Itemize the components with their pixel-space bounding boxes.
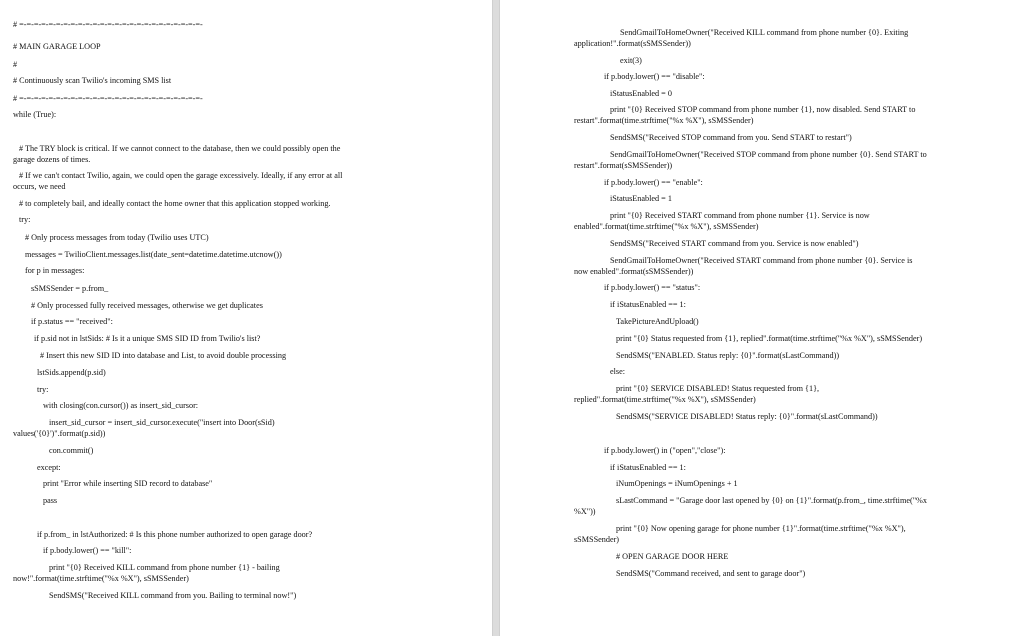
code-line: SendGmailToHomeOwner("Received STOP command from phone number {0}. Send START to bbox=[610, 150, 927, 159]
code-line: if iStatusEnabled == 1: bbox=[610, 463, 686, 472]
code-line: try: bbox=[37, 385, 49, 394]
code-line: while (True): bbox=[13, 110, 57, 119]
code-line: %X")) bbox=[574, 507, 596, 516]
code-line: sSMSSender) bbox=[574, 535, 620, 544]
code-line: SendSMS("Received KILL command from you. Bailing to terminal now!") bbox=[49, 591, 297, 600]
code-line: # Insert this new SID ID into database and List, to avoid double processing bbox=[40, 351, 287, 360]
code-line: if p.sid not in lstSids: # Is it a unique SMS SID ID from Twilio's list? bbox=[34, 334, 261, 343]
code-line: # =-=-=-=-=-=-=-=-=-=-=-=-=-=-=-=-=-=-=-=-=-=-=-=-=- bbox=[13, 94, 203, 103]
code-line: if p.status == "received": bbox=[31, 317, 113, 326]
left-document-page bbox=[0, 0, 492, 636]
code-line: SendGmailToHomeOwner("Received KILL command from phone number {0}. Exiting bbox=[620, 28, 909, 37]
code-line: enabled".format(time.strftime("%x %X"), sSMSSender) bbox=[574, 222, 759, 231]
code-line: # Only processed fully received messages, otherwise we get duplicates bbox=[31, 301, 263, 310]
code-line: exit(3) bbox=[620, 56, 642, 65]
code-line: # If we can't contact Twilio, again, we could open the garage excessively. Ideally, if any error at all bbox=[19, 171, 343, 180]
code-line: for p in messages: bbox=[25, 266, 85, 275]
code-line: replied".format(time.strftime("%x %X"), sSMSSender) bbox=[574, 395, 756, 404]
code-line: if p.body.lower() == "disable": bbox=[604, 72, 705, 81]
code-line: sSMSSender = p.from_ bbox=[31, 284, 109, 293]
code-line: # Only process messages from today (Twilio uses UTC) bbox=[25, 233, 209, 242]
code-line: # OPEN GARAGE DOOR HERE bbox=[616, 552, 729, 561]
code-line: if p.body.lower() in ("open","close"): bbox=[604, 446, 726, 455]
code-line: print "{0} SERVICE DISABLED! Status requested from {1}, bbox=[616, 384, 820, 393]
code-line: with closing(con.cursor()) as insert_sid_cursor: bbox=[43, 401, 199, 410]
code-line: now enabled".format(sSMSSender)) bbox=[574, 267, 694, 276]
code-line: print "{0} Status requested from {1}, replied".format(time.strftime("%x %X"), sSMSSender) bbox=[616, 334, 923, 343]
code-line: sLastCommand = "Garage door last opened by {0} on {1}".format(p.from_, time.strftime("%x bbox=[616, 496, 927, 505]
code-line: values('{0}')".format(p.sid)) bbox=[13, 429, 106, 438]
code-line: SendSMS("Command received, and sent to garage door") bbox=[616, 569, 806, 578]
code-line: occurs, we need bbox=[13, 182, 66, 191]
code-line: if p.body.lower() == "kill": bbox=[43, 546, 132, 555]
code-line: print "{0} Received STOP command from phone number {1}, now disabled. Send START to bbox=[610, 105, 916, 114]
code-line: print "{0} Now opening garage for phone number {1}".format(time.strftime("%x %X"), bbox=[616, 524, 906, 533]
code-line: iStatusEnabled = 1 bbox=[610, 194, 672, 203]
code-line: application!".format(sSMSSender)) bbox=[574, 39, 691, 48]
code-line: # The TRY block is critical. If we cannot connect to the database, then we could possibly open the bbox=[19, 144, 341, 153]
code-line: print "{0} Received START command from phone number {1}. Service is now bbox=[610, 211, 870, 220]
code-line: print "{0} Received KILL command from phone number {1} - bailing bbox=[49, 563, 280, 572]
code-line: SendSMS("SERVICE DISABLED! Status reply: {0}".format(sLastCommand)) bbox=[616, 412, 878, 421]
code-line: # Continuously scan Twilio's incoming SMS list bbox=[13, 76, 172, 85]
code-line: except: bbox=[37, 463, 61, 472]
right-document-page bbox=[500, 0, 1024, 636]
code-line: messages = TwilioClient.messages.list(date_sent=datetime.datetime.utcnow()) bbox=[25, 250, 282, 259]
code-line: # to completely bail, and ideally contact the home owner that this application stopped working. bbox=[19, 199, 331, 208]
code-line: restart".format(time.strftime("%x %X"), sSMSSender) bbox=[574, 116, 754, 125]
code-line: try: bbox=[19, 215, 31, 224]
code-line: # =-=-=-=-=-=-=-=-=-=-=-=-=-=-=-=-=-=-=-=-=-=-=-=-=- bbox=[13, 20, 203, 29]
code-line: con.commit() bbox=[49, 446, 94, 455]
code-line: iNumOpenings = iNumOpenings + 1 bbox=[616, 479, 738, 488]
code-line: TakePictureAndUpload() bbox=[616, 317, 699, 326]
code-line: insert_sid_cursor = insert_sid_cursor.execute("insert into Door(sSid) bbox=[49, 418, 275, 427]
code-line: if p.body.lower() == "status": bbox=[604, 283, 701, 292]
code-line: SendGmailToHomeOwner("Received START command from phone number {0}. Service is bbox=[610, 256, 913, 265]
code-line: SendSMS("ENABLED. Status reply: {0}".format(sLastCommand)) bbox=[616, 351, 840, 360]
page-gutter bbox=[492, 0, 500, 636]
code-line: SendSMS("Received START command from you. Service is now enabled") bbox=[610, 239, 859, 248]
code-line: lstSids.append(p.sid) bbox=[37, 368, 106, 377]
code-line: pass bbox=[43, 496, 58, 505]
code-line: garage dozens of times. bbox=[13, 155, 91, 164]
code-line: restart".format(sSMSSender)) bbox=[574, 161, 673, 170]
code-line: print "Error while inserting SID record to database" bbox=[43, 479, 213, 488]
code-line: if p.body.lower() == "enable": bbox=[604, 178, 703, 187]
code-line: if p.from_ in lstAuthorized: # Is this phone number authorized to open garage door? bbox=[37, 530, 313, 539]
code-line: now!".format(time.strftime("%x %X"), sSMSSender) bbox=[13, 574, 189, 583]
code-line: iStatusEnabled = 0 bbox=[610, 89, 672, 98]
code-line: # MAIN GARAGE LOOP bbox=[13, 42, 101, 51]
code-line: if iStatusEnabled == 1: bbox=[610, 300, 686, 309]
code-line: # bbox=[13, 60, 18, 69]
code-line: else: bbox=[610, 367, 626, 376]
code-line: SendSMS("Received STOP command from you. Send START to restart") bbox=[610, 133, 852, 142]
